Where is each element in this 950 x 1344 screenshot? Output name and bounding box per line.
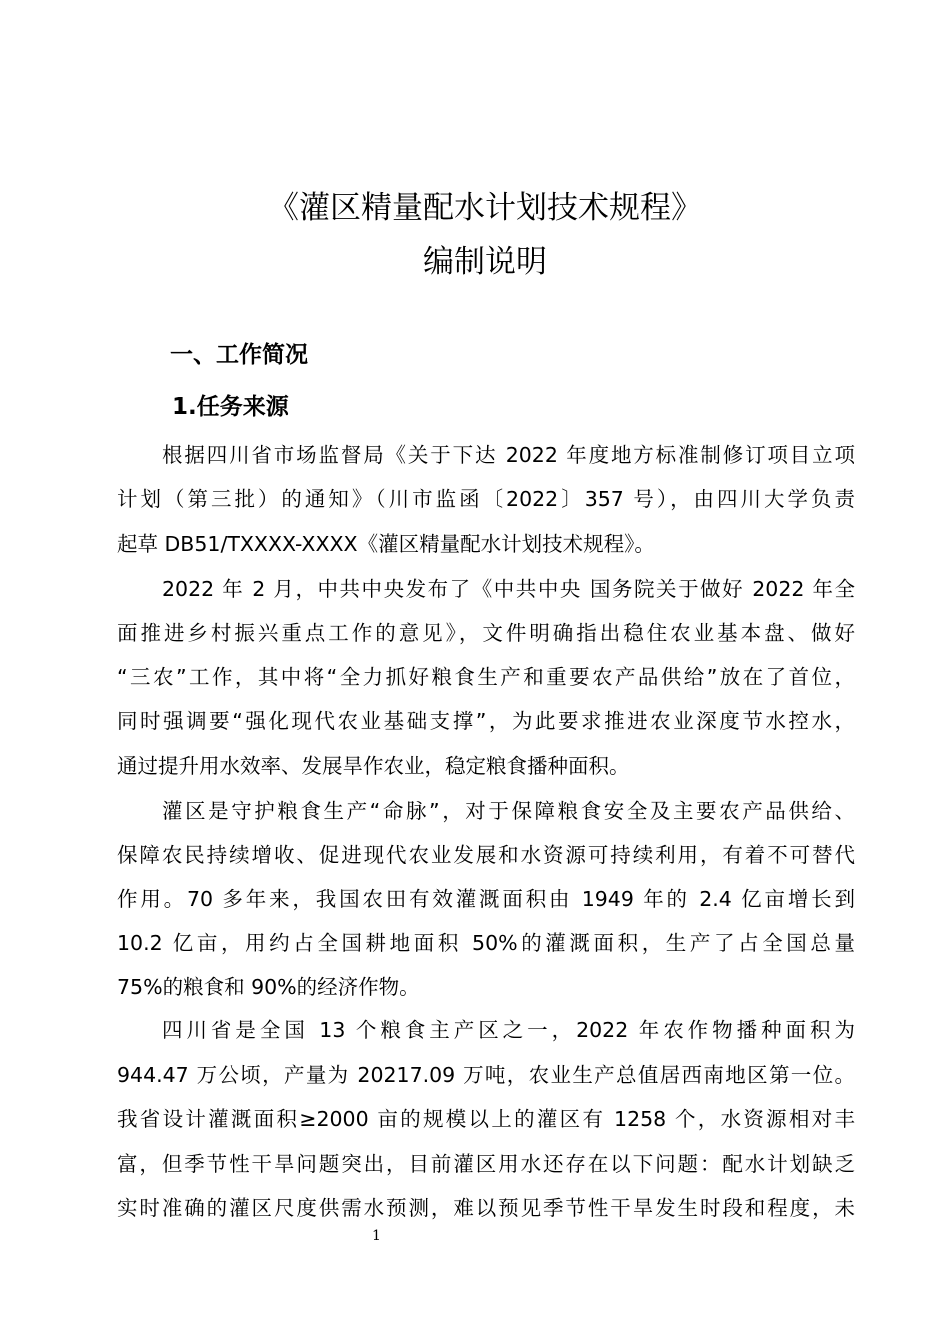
document-subtitle: 编制说明 [423,244,547,280]
page-number: 1 [372,1228,381,1244]
paragraph-line: 10.2 亿亩，用约占全国耕地面积 50%的灌溉面积，生产了占全国总量 [117,931,855,955]
paragraph-line: “三农”工作，其中将“全力抓好粮食生产和重要农产品供给”放在了首位， [117,665,855,689]
paragraph-line: 根据四川省市场监督局《关于下达 2022 年度地方标准制修订项目立项 [162,443,855,467]
paragraph-line: 面推进乡村振兴重点工作的意见》，文件明确指出稳住农业基本盘、做好 [117,621,855,645]
paragraph-line: 实时准确的灌区尺度供需水预测，难以预见季节性干旱发生时段和程度，未 [117,1196,855,1220]
paragraph-line: 我省设计灌溉面积≥2000 亩的规模以上的灌区有 1258 个，水资源相对丰 [117,1107,855,1131]
paragraph-line: 四川省是全国 13 个粮食主产区之一，2022 年农作物播种面积为 [162,1018,855,1042]
document-title: 《灌区精量配水计划技术规程》 [268,190,702,226]
paragraph-line: 保障农民持续增收、促进现代农业发展和水资源可持续利用，有着不可替代 [117,843,855,867]
paragraph-line: 作用。70 多年来，我国农田有效灌溉面积由 1949 年的 2.4 亿亩增长到 [117,887,855,911]
paragraph-line: 通过提升用水效率、发展旱作农业，稳定粮食播种面积。 [117,754,630,778]
subsection-heading: 1.任务来源 [172,394,289,420]
paragraph-line: 75%的粮食和 90%的经济作物。 [117,975,420,999]
paragraph-line: 944.47 万公顷，产量为 20217.09 万吨，农业生产总值居西南地区第一位。 [117,1063,855,1087]
paragraph-line: 灌区是守护粮食生产“命脉”，对于保障粮食安全及主要农产品供给、 [162,799,855,823]
paragraph-line: 富，但季节性干旱问题突出，目前灌区用水还存在以下问题：配水计划缺乏 [117,1152,855,1176]
paragraph-line: 起草 DB51/TXXXX-XXXX《灌区精量配水计划技术规程》。 [117,532,655,556]
section-heading: 一、工作简况 [170,342,308,368]
paragraph-line: 计划（第三批）的通知》（川市监函〔2022〕357 号），由四川大学负责 [117,487,855,511]
paragraph-line: 同时强调要“强化现代农业基础支撑”，为此要求推进农业深度节水控水， [117,709,855,733]
paragraph-line: 2022 年 2 月，中共中央发布了《中共中央 国务院关于做好 2022 年全 [162,577,855,601]
